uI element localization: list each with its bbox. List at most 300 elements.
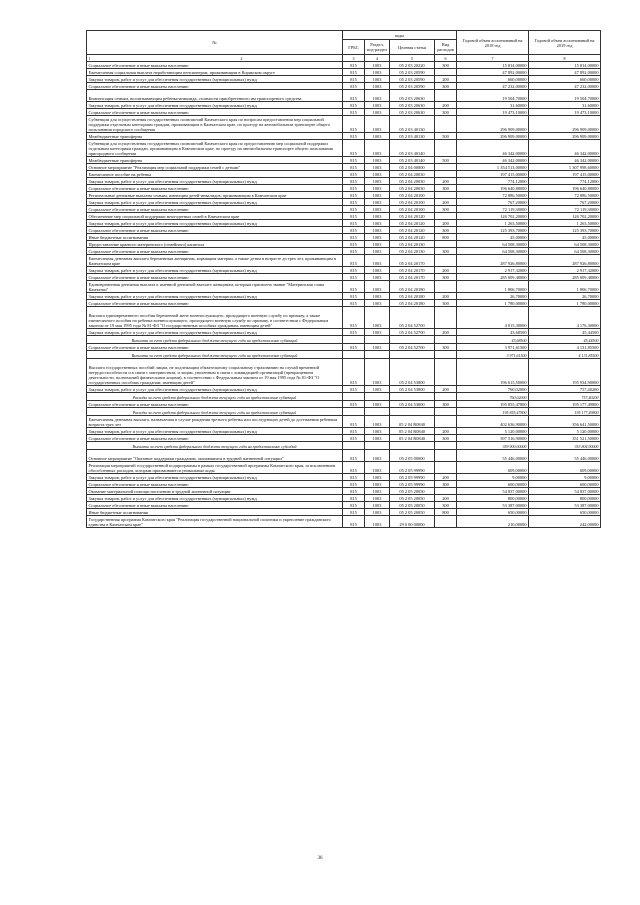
row-vr-cell xyxy=(435,192,457,199)
row-grbs-cell: 815 xyxy=(343,227,365,234)
row-grbs-cell: 815 xyxy=(343,502,365,509)
row-csr-cell: 05 2 04 20100 xyxy=(390,206,435,213)
row-amount-2019-cell: 55 446,00000 xyxy=(529,450,601,462)
table-row xyxy=(87,199,601,206)
row-name-cell: Межбюджетные трансферты xyxy=(87,157,343,164)
row-amount-2018-cell: 5 120,00000 xyxy=(457,428,529,435)
row-csr-cell: 05 2 05 99990 xyxy=(390,462,435,474)
table-row xyxy=(87,171,601,178)
row-grbs-cell: 815 xyxy=(343,386,365,393)
row-csr-cell xyxy=(390,408,435,416)
row-grbs-cell: 815 xyxy=(343,329,365,336)
row-amount-2018-cell: 359 900,00000 xyxy=(457,442,529,450)
table-row xyxy=(87,462,601,474)
row-grbs-cell: 815 xyxy=(343,344,365,351)
row-csr-cell: 05 2 03 20590 xyxy=(390,76,435,83)
row-razdel-cell: 1003 xyxy=(365,307,390,329)
row-name-cell: Иные бюджетные ассигнования xyxy=(87,509,343,516)
row-amount-2018-cell: 767,20000 xyxy=(457,199,529,206)
row-name-cell: Закупка товаров, работ и услуг для обеспечения государственных (муниципальных) нужд xyxy=(87,495,343,502)
row-amount-2018-cell: 195 855,47800 xyxy=(457,401,529,408)
row-amount-2019-cell: 53 387,00000 xyxy=(529,502,601,509)
row-name-cell: Оказание материальной помощи населению в трудной жизненной ситуации xyxy=(87,488,343,495)
row-csr-cell: 29 0 00 00000 xyxy=(390,516,435,528)
row-amount-2019-cell: 767,20000 xyxy=(529,199,601,206)
row-razdel-cell: 1003 xyxy=(365,157,390,164)
row-name-cell: Социальное обеспечение и иные выплаты населению xyxy=(87,227,343,234)
row-grbs-cell xyxy=(343,351,365,359)
row-vr-cell: 200 xyxy=(435,386,457,393)
row-csr-cell: 05 2 04 20170 xyxy=(390,274,435,281)
row-name-cell: Основное мероприятие "Реализация мер социальной поддержки семей с детьми" xyxy=(87,164,343,171)
row-csr-cell: 05 2 05 20050 xyxy=(390,495,435,502)
row-amount-2018-cell: 650,00000 xyxy=(457,509,529,516)
table-row xyxy=(87,241,601,248)
row-name-cell: Социальное обеспечение и иные выплаты населению xyxy=(87,185,343,192)
row-vr-cell: 300 xyxy=(435,227,457,234)
row-amount-2019-cell: 4 131,85500 xyxy=(529,344,601,351)
row-amount-2018-cell: 53 387,00000 xyxy=(457,502,529,509)
row-name-cell: Реализация мероприятий государственной подпрограммы в рамках государственной программы Камчатского края, за исключением обособленных расходов, которым присваиваются уникальные коды xyxy=(87,462,343,474)
table-row xyxy=(87,307,601,329)
row-vr-cell xyxy=(435,307,457,329)
table-note-row xyxy=(87,336,601,344)
row-amount-2018-cell: 43,68500 xyxy=(457,329,529,336)
row-csr-cell: 05 2 05 20050 xyxy=(390,488,435,495)
row-name-cell: Закупка товаров, работ и услуг для обеспечения государственных (муниципальных) нужд xyxy=(87,178,343,185)
row-vr-cell xyxy=(435,442,457,450)
table-row xyxy=(87,435,601,442)
row-csr-cell: 05 2 03 40130 xyxy=(390,133,435,140)
row-name-cell: Ежемесячная социальная выплата неработающим пенсионерам, проживающим в Корякском округе xyxy=(87,69,343,76)
column-number: 7 xyxy=(457,55,529,62)
row-amount-2019-cell: 1 806,70000 xyxy=(529,281,601,293)
row-csr-cell: 05 2 04 52700 xyxy=(390,307,435,329)
row-vr-cell xyxy=(435,393,457,401)
row-vr-cell: 500 xyxy=(435,133,457,140)
row-vr-cell: 300 xyxy=(435,344,457,351)
row-vr-cell: 800 xyxy=(435,234,457,241)
column-number: 6 xyxy=(435,55,457,62)
row-razdel-cell: 1003 xyxy=(365,509,390,516)
table-row xyxy=(87,220,601,227)
budget-table xyxy=(86,30,601,528)
row-vr-cell: 200 xyxy=(435,102,457,109)
row-vr-cell: 300 xyxy=(435,502,457,509)
table-row xyxy=(87,213,601,220)
table-row xyxy=(87,516,601,528)
row-vr-cell xyxy=(435,516,457,528)
row-amount-2019-cell: 46 342,00000 xyxy=(529,157,601,164)
table-row xyxy=(87,300,601,307)
row-grbs-cell xyxy=(343,442,365,450)
table-row xyxy=(87,450,601,462)
row-name-cell: Социальное обеспечение и иные выплаты населению xyxy=(87,481,343,488)
row-csr-cell: 05 2 05 20050 xyxy=(390,502,435,509)
row-razdel-cell: 1003 xyxy=(365,300,390,307)
table-row xyxy=(87,488,601,495)
row-amount-2019-cell: 196 640,88000 xyxy=(529,185,601,192)
row-grbs-cell: 815 xyxy=(343,281,365,293)
row-razdel-cell: 1003 xyxy=(365,329,390,336)
row-amount-2018-cell: 19 473,10000 xyxy=(457,109,529,116)
row-csr-cell: 05 2 04 R0840 xyxy=(390,416,435,428)
row-amount-2018-cell: 600,00000 xyxy=(457,481,529,488)
table-row xyxy=(87,90,601,102)
row-amount-2019-cell: 45,44500 xyxy=(529,329,601,336)
row-csr-cell: 05 2 04 20180 xyxy=(390,293,435,300)
row-grbs-cell: 815 xyxy=(343,171,365,178)
row-vr-cell xyxy=(435,336,457,344)
table-row xyxy=(87,502,601,509)
table-row xyxy=(87,102,601,109)
row-csr-cell: 05 2 03 20220 xyxy=(390,62,435,69)
row-csr-cell: 05 2 03 40140 xyxy=(390,140,435,157)
row-vr-cell xyxy=(435,140,457,157)
row-csr-cell: 05 2 04 00000 xyxy=(390,164,435,171)
row-csr-cell: 05 2 04 20180 xyxy=(390,300,435,307)
row-grbs-cell: 815 xyxy=(343,199,365,206)
column-number: 3 xyxy=(343,55,365,62)
row-amount-2018-cell: 26,70000 xyxy=(457,293,529,300)
row-razdel-cell: 1003 xyxy=(365,462,390,474)
row-vr-cell: 300 xyxy=(435,300,457,307)
row-csr-cell: 05 2 04 20120 xyxy=(390,220,435,227)
row-grbs-cell: 815 xyxy=(343,178,365,185)
table-note-row xyxy=(87,408,601,416)
row-name-cell: Субвенции для осуществления государственных полномочий Камчатского края по вопросам предоставления мер социальной поддержки отдельным категориям граждан, проживающим в Камчатском крае, по проезду на автомобильном транспорте общего пользования городского сообщения xyxy=(87,116,343,133)
row-amount-2018-cell: 196 615,50000 xyxy=(457,359,529,386)
row-csr-cell: 05 2 03 20630 xyxy=(390,109,435,116)
row-amount-2019-cell: 125 393,70000 xyxy=(529,227,601,234)
table-body xyxy=(87,62,601,528)
table-row xyxy=(87,192,601,199)
row-grbs-cell: 815 xyxy=(343,495,365,502)
row-amount-2019-cell: 19 504,70000 xyxy=(529,90,601,102)
row-name-cell: Социальное обеспечение и иные выплаты населению xyxy=(87,62,343,69)
row-amount-2018-cell: 1 354 513,00000 xyxy=(457,164,529,171)
row-razdel-cell: 1003 xyxy=(365,76,390,83)
row-amount-2018-cell: 72 886,50000 xyxy=(457,192,529,199)
table-row xyxy=(87,234,601,241)
row-grbs-cell: 815 xyxy=(343,220,365,227)
row-razdel-cell: 1003 xyxy=(365,83,390,90)
row-amount-2018-cell: 1 780,00000 xyxy=(457,300,529,307)
row-amount-2019-cell: 31,60000 xyxy=(529,102,601,109)
row-razdel-cell: 1003 xyxy=(365,185,390,192)
row-csr-cell: 05 2 04 20130 xyxy=(390,241,435,248)
row-name-cell: Социальное обеспечение и иные выплаты населению xyxy=(87,248,343,255)
row-amount-2018-cell: 1 263,50000 xyxy=(457,220,529,227)
table-row xyxy=(87,157,601,164)
col-header-razdel: Раздел, под-раздел xyxy=(365,40,390,55)
row-name-cell: Выплаты за счет средств федерального бюджета текущего года на предоставление субвенций xyxy=(87,336,343,344)
row-vr-cell xyxy=(435,90,457,102)
row-amount-2018-cell: 196 640,88000 xyxy=(457,185,529,192)
row-amount-2019-cell: 126 702,20000 xyxy=(529,213,601,220)
row-csr-cell: 05 2 05 99990 xyxy=(390,481,435,488)
row-csr-cell: 05 2 04 20130 xyxy=(390,248,435,255)
column-number: 1 xyxy=(88,55,91,61)
row-csr-cell: 05 2 04 R0840 xyxy=(390,435,435,442)
row-razdel-cell: 1003 xyxy=(365,213,390,220)
budget-table-sheet xyxy=(86,30,600,528)
row-amount-2019-cell: 774,12000 xyxy=(529,178,601,185)
row-vr-cell: 300 xyxy=(435,481,457,488)
row-amount-2018-cell: 195 855,47800 xyxy=(457,408,529,416)
row-razdel-cell: 1003 xyxy=(365,241,390,248)
row-csr-cell: 05 2 03 40140 xyxy=(390,157,435,164)
row-name-cell: Предоставление краевого материнского (семейного) капитала xyxy=(87,241,343,248)
table-row xyxy=(87,83,601,90)
table-row xyxy=(87,274,601,281)
row-razdel-cell: 1003 xyxy=(365,255,390,267)
row-razdel-cell: 1003 xyxy=(365,481,390,488)
row-amount-2019-cell: 1 307 998,60000 xyxy=(529,164,601,171)
row-csr-cell: 05 2 05 20050 xyxy=(390,509,435,516)
row-name-cell: Социальное обеспечение и иные выплаты населению xyxy=(87,502,343,509)
table-row xyxy=(87,227,601,234)
row-amount-2019-cell: 800,00000 xyxy=(529,495,601,502)
row-amount-2018-cell: 47 892,00000 xyxy=(457,69,529,76)
row-vr-cell: 500 xyxy=(435,157,457,164)
row-grbs-cell: 815 xyxy=(343,516,365,528)
row-amount-2019-cell: 72 886,50000 xyxy=(529,192,601,199)
table-row xyxy=(87,293,601,300)
row-razdel-cell: 1003 xyxy=(365,62,390,69)
row-amount-2018-cell: 402 636,90000 xyxy=(457,416,529,428)
row-grbs-cell: 815 xyxy=(343,435,365,442)
row-vr-cell xyxy=(435,351,457,359)
row-razdel-cell: 1003 xyxy=(365,171,390,178)
row-amount-2019-cell: 72 119,30000 xyxy=(529,206,601,213)
row-razdel-cell: 1003 xyxy=(365,178,390,185)
table-note-row xyxy=(87,351,601,359)
row-amount-2018-cell: 15 814,00000 xyxy=(457,62,529,69)
row-grbs-cell: 815 xyxy=(343,102,365,109)
row-razdel-cell: 1003 xyxy=(365,116,390,133)
row-vr-cell: 200 xyxy=(435,428,457,435)
row-name-cell: Закупка товаров, работ и услуг для обеспечения государственных (муниципальных) нужд xyxy=(87,428,343,435)
table-row xyxy=(87,69,601,76)
row-amount-2019-cell: 19 473,10000 xyxy=(529,109,601,116)
row-grbs-cell: 815 xyxy=(343,450,365,462)
row-razdel-cell: 1003 xyxy=(365,474,390,481)
row-amount-2019-cell: 9,00000 xyxy=(529,474,601,481)
row-razdel-cell: 1003 xyxy=(365,206,390,213)
row-amount-2018-cell: 760,02000 xyxy=(457,393,529,401)
row-amount-2018-cell: 125 393,70000 xyxy=(457,227,529,234)
row-amount-2018-cell: 287 926,80000 xyxy=(457,255,529,267)
row-csr-cell: 05 2 04 20030 xyxy=(390,185,435,192)
table-row xyxy=(87,416,601,428)
row-vr-cell xyxy=(435,255,457,267)
table-note-row xyxy=(87,442,601,450)
table-row xyxy=(87,401,601,408)
row-razdel-cell: 1003 xyxy=(365,435,390,442)
row-razdel-cell xyxy=(365,351,390,359)
row-vr-cell: 300 xyxy=(435,62,457,69)
row-grbs-cell: 815 xyxy=(343,192,365,199)
row-amount-2019-cell: 650,00000 xyxy=(529,509,601,516)
row-csr-cell xyxy=(390,442,435,450)
row-grbs-cell: 815 xyxy=(343,401,365,408)
row-vr-cell xyxy=(435,69,457,76)
table-row xyxy=(87,178,601,185)
row-grbs-cell: 815 xyxy=(343,359,365,386)
row-razdel-cell: 1003 xyxy=(365,428,390,435)
row-name-cell: Расходы за счет средств федерального бюджета текущего года на предоставление субвенций xyxy=(87,408,343,416)
table-row xyxy=(87,281,601,293)
row-csr-cell: 05 2 04 20120 xyxy=(390,234,435,241)
row-razdel-cell: 1003 xyxy=(365,281,390,293)
row-amount-2019-cell: 296 909,00000 xyxy=(529,116,601,133)
row-amount-2019-cell: 660,00000 xyxy=(529,76,601,83)
row-csr-cell xyxy=(390,393,435,401)
table-header xyxy=(87,31,601,62)
row-amount-2019-cell: 356 641,50000 xyxy=(529,416,601,428)
row-csr-cell: 05 2 04 52700 xyxy=(390,329,435,336)
row-amount-2018-cell: 45,00000 xyxy=(457,234,529,241)
row-amount-2019-cell: 54 837,00000 xyxy=(529,488,601,495)
row-razdel-cell: 1003 xyxy=(365,488,390,495)
row-name-cell: Закупка товаров, работ и услуг для обеспечения государственных (муниципальных) нужд xyxy=(87,386,343,393)
row-razdel-cell: 1003 xyxy=(365,102,390,109)
table-row xyxy=(87,509,601,516)
col-header-grbs: ГРБС xyxy=(343,40,365,55)
row-amount-2019-cell: 757,40200 xyxy=(529,386,601,393)
row-amount-2019-cell: 26,70000 xyxy=(529,293,601,300)
row-vr-cell xyxy=(435,408,457,416)
table-row xyxy=(87,344,601,351)
row-csr-cell: 05 2 04 53800 xyxy=(390,401,435,408)
page-number: 36 xyxy=(317,856,323,861)
row-name-cell: Иные бюджетные ассигнования xyxy=(87,234,343,241)
row-name-cell: Выплата единовременного пособия беременной жене военнослужащего, проходящего военную службу по призыву, а также ежемесячного пособия на ребенка военнослужащего, проходящего военную службу по призыву, в соответствии с Федеральным законом от 19 мая 1995 года № 81-ФЗ "О государственных пособиях гражданам, имеющим детей" xyxy=(87,307,343,329)
row-amount-2019-cell: 5 120,00000 xyxy=(529,428,601,435)
table-row xyxy=(87,386,601,393)
row-vr-cell: 300 xyxy=(435,401,457,408)
row-amount-2019-cell: 2 917,32000 xyxy=(529,267,601,274)
column-number: 8 xyxy=(529,55,601,62)
row-csr-cell: 05 2 04 53800 xyxy=(390,359,435,386)
row-name-cell: Социальное обеспечение и иные выплаты населению xyxy=(87,401,343,408)
row-csr-cell: 05 2 04 20120 xyxy=(390,213,435,220)
row-vr-cell xyxy=(435,450,457,462)
row-amount-2018-cell: 46 342,00000 xyxy=(457,157,529,164)
row-amount-2019-cell: 47 232,00000 xyxy=(529,83,601,90)
row-grbs-cell: 815 xyxy=(343,488,365,495)
row-amount-2018-cell: 43,68500 xyxy=(457,336,529,344)
row-name-cell: Социальное обеспечение и иные выплаты населению xyxy=(87,83,343,90)
row-amount-2018-cell: 9,00000 xyxy=(457,474,529,481)
row-name-cell: Обеспечение мер социальной поддержки многодетных семей в Камчатском крае xyxy=(87,213,343,220)
column-number: 4 xyxy=(365,55,390,62)
row-amount-2019-cell: 195 934,90000 xyxy=(529,359,601,386)
row-csr-cell xyxy=(390,336,435,344)
row-grbs-cell: 815 xyxy=(343,133,365,140)
col-header-codes: коды xyxy=(343,31,457,40)
row-amount-2018-cell: 47 232,00000 xyxy=(457,83,529,90)
row-razdel-cell: 1003 xyxy=(365,502,390,509)
row-vr-cell xyxy=(435,359,457,386)
row-name-cell: Социальное обеспечение и иные выплаты населению xyxy=(87,206,343,213)
row-vr-cell xyxy=(435,164,457,171)
row-grbs-cell: 815 xyxy=(343,255,365,267)
row-vr-cell xyxy=(435,462,457,474)
row-razdel-cell: 1003 xyxy=(365,192,390,199)
row-amount-2019-cell: 287 926,80000 xyxy=(529,255,601,267)
row-name-cell: Социальное обеспечение и иные выплаты населению xyxy=(87,344,343,351)
table-row xyxy=(87,495,601,502)
row-csr-cell: 05 2 04 20030 xyxy=(390,178,435,185)
row-grbs-cell: 815 xyxy=(343,185,365,192)
row-vr-cell xyxy=(435,171,457,178)
row-name-cell: Расходы за счет средств федерального бюджета текущего года на предоставление субвенций xyxy=(87,393,343,401)
row-amount-2019-cell: 351 521,50000 xyxy=(529,435,601,442)
row-name-cell: Выплата государственных пособий лицам, не подлежащим обязательному социальному страхованию на случай временной нетрудоспособности и в связи с материнством, и лицам, уволенным в связи с ликвидацией организаций (прекращением деятельности, полномочий физическими лицами), в соответствии с Федеральным законом от 19 мая 1995 года № 81-ФЗ "О государственных пособиях гражданам, имеющим детей" xyxy=(87,359,343,386)
col-header-2018: Годовой объем ассигнований на 2018 год xyxy=(457,31,529,55)
row-amount-2018-cell: 296 909,00000 xyxy=(457,133,529,140)
row-amount-2019-cell: 197 415,00000 xyxy=(529,171,601,178)
row-csr-cell: 05 2 04 R0840 xyxy=(390,428,435,435)
row-amount-2018-cell: 64 508,30000 xyxy=(457,241,529,248)
row-grbs-cell: 815 xyxy=(343,164,365,171)
row-grbs-cell: 815 xyxy=(343,83,365,90)
row-vr-cell xyxy=(435,241,457,248)
row-name-cell: Выплаты за счет средств федерального бюджета текущего года на предоставление субсидий xyxy=(87,442,343,450)
row-amount-2019-cell: 47 892,00000 xyxy=(529,69,601,76)
row-csr-cell: 05 2 03 40130 xyxy=(390,116,435,133)
row-grbs-cell: 815 xyxy=(343,62,365,69)
row-vr-cell: 300 xyxy=(435,109,457,116)
row-name-cell: Социальное обеспечение и иные выплаты населению xyxy=(87,109,343,116)
column-number: 2 xyxy=(240,55,243,61)
row-amount-2019-cell: 296 909,00000 xyxy=(529,133,601,140)
row-amount-2018-cell: 210,00000 xyxy=(457,516,529,528)
row-razdel-cell xyxy=(365,408,390,416)
row-grbs-cell: 815 xyxy=(343,474,365,481)
row-csr-cell xyxy=(390,351,435,359)
row-vr-cell: 200 xyxy=(435,76,457,83)
row-razdel-cell: 1003 xyxy=(365,344,390,351)
row-vr-cell xyxy=(435,116,457,133)
row-grbs-cell: 815 xyxy=(343,213,365,220)
row-vr-cell: 300 xyxy=(435,83,457,90)
row-razdel-cell: 1003 xyxy=(365,450,390,462)
row-name-cell: Межбюджетные трансферты xyxy=(87,133,343,140)
row-razdel-cell: 1003 xyxy=(365,401,390,408)
row-razdel-cell: 1003 xyxy=(365,69,390,76)
row-name-cell: Региональные денежные выплаты семьям, имеющим детей-инвалидов, проживающим в Камчатском крае xyxy=(87,192,343,199)
col-header-vr: Вид расходов xyxy=(435,40,457,55)
row-name-cell: Закупка товаров, работ и услуг для обеспечения государственных (муниципальных) нужд xyxy=(87,293,343,300)
row-amount-2018-cell: 54 837,00000 xyxy=(457,488,529,495)
row-razdel-cell: 1003 xyxy=(365,248,390,255)
row-amount-2018-cell: 660,00000 xyxy=(457,76,529,83)
row-amount-2018-cell: 19 504,70000 xyxy=(457,90,529,102)
column-number: 5 xyxy=(390,55,435,62)
row-razdel-cell: 1003 xyxy=(365,416,390,428)
row-name-cell: Компенсация семьям, воспитывающим ребенка-инвалида, стоимости приобретенного им транспортного средства xyxy=(87,90,343,102)
row-razdel-cell: 1003 xyxy=(365,293,390,300)
row-amount-2018-cell: 3 971,61500 xyxy=(457,351,529,359)
row-razdel-cell: 1003 xyxy=(365,495,390,502)
row-vr-cell: 300 xyxy=(435,185,457,192)
row-amount-2018-cell: 285 009,48000 xyxy=(457,274,529,281)
row-vr-cell xyxy=(435,213,457,220)
row-razdel-cell: 1003 xyxy=(365,234,390,241)
